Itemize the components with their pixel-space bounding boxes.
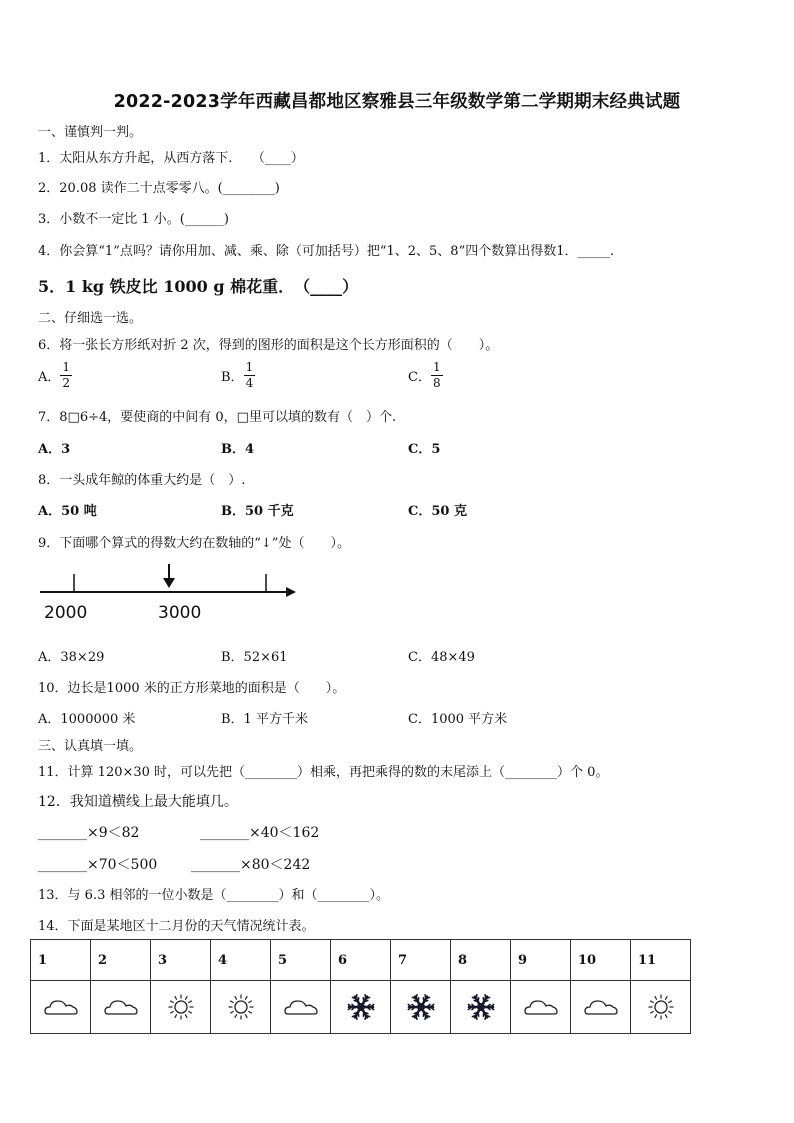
number-line-label-3000: 3000: [158, 603, 202, 623]
question-8: 8．一头成年鲸的体重大约是（ ）.: [38, 473, 246, 488]
q8-option-a: A．50 吨: [38, 504, 97, 519]
weather-cell: [571, 981, 631, 1034]
weather-day-row: [31, 940, 691, 981]
numerator: 1: [432, 360, 441, 374]
weather-table: [30, 939, 691, 1034]
weather-cell: [211, 981, 271, 1034]
q12-item-3: _______×70＜500: [38, 857, 158, 873]
day-cell: 6: [331, 940, 391, 981]
weather-cell: [511, 981, 571, 1034]
fraction: [60, 360, 72, 391]
day-cell: 4: [211, 940, 271, 981]
q10-option-b: B．1 平方千米: [221, 712, 308, 727]
q8-option-c: C．50 克: [408, 504, 467, 519]
snow-icon: [347, 993, 375, 1021]
q9-option-b: B．52×61: [221, 650, 288, 665]
weather-cell: [151, 981, 211, 1034]
weather-cell: [631, 981, 691, 1034]
q9-option-c: C．48×49: [408, 650, 475, 665]
weather-cell: [331, 981, 391, 1034]
denominator: 4: [245, 376, 254, 390]
question-10: 10．边长是1000 米的正方形菜地的面积是（ ）。: [38, 681, 346, 696]
question-6: 6．将一张长方形纸对折 2 次，得到的图形的面积是这个长方形面积的（ ）。: [38, 338, 499, 353]
section-3-heading: 三、认真填一填。: [38, 739, 143, 754]
day-cell: 10: [571, 940, 631, 981]
q7-option-b: B．4: [221, 442, 255, 457]
q6-option-c: [408, 360, 443, 391]
down-arrow-icon: [163, 578, 175, 588]
question-13: 13．与 6.3 相邻的一位小数是（________）和（________）。: [38, 888, 389, 903]
weather-icon-row: [31, 981, 691, 1034]
option-letter: C．: [408, 370, 431, 385]
question-2: 2．20.08 读作二十点零零八。(________): [38, 181, 280, 196]
section-1-heading: 一、谨慎判一判。: [38, 125, 143, 140]
question-11: 11．计算 120×30 时，可以先把（________）相乘，再把乘得的数的末尾添上（________）个 0。: [38, 765, 609, 780]
fraction: [244, 360, 256, 391]
number-line-label-2000: 2000: [44, 603, 88, 623]
question-9: 9．下面哪个算式的得数大约在数轴的“↓”处（ ）。: [38, 536, 350, 551]
question-14: 14．下面是某地区十二月份的天气情况统计表。: [38, 919, 315, 934]
sun-icon: [647, 993, 675, 1021]
day-cell: 9: [511, 940, 571, 981]
option-letter: A．: [38, 370, 61, 385]
sun-icon: [227, 993, 255, 1021]
weather-cell: [31, 981, 91, 1034]
cloud-icon: [44, 996, 78, 1018]
q10-option-a: A．1000000 米: [38, 712, 136, 727]
weather-cell: [451, 981, 511, 1034]
snow-icon: [467, 993, 495, 1021]
day-cell: 11: [631, 940, 691, 981]
q12-item-2: _______×40＜162: [200, 825, 320, 841]
day-cell: 1: [31, 940, 91, 981]
day-cell: 3: [151, 940, 211, 981]
numerator: 1: [245, 360, 254, 374]
q9-option-a: A．38×29: [38, 650, 105, 665]
weather-cell: [271, 981, 331, 1034]
q6-option-a: [38, 360, 72, 391]
q12-item-4: _______×80＜242: [191, 857, 311, 873]
weather-cell: [391, 981, 451, 1034]
denominator: 2: [62, 376, 71, 390]
cloud-icon: [584, 996, 618, 1018]
snow-icon: [407, 993, 435, 1021]
q8-option-b: B．50 千克: [221, 504, 294, 519]
weather-cell: [91, 981, 151, 1034]
q7-option-a: A．3: [38, 442, 71, 457]
q10-option-c: C．1000 平方米: [408, 712, 508, 727]
question-1: 1．太阳从东方升起，从西方落下. （____）: [38, 151, 304, 166]
cloud-icon: [524, 996, 558, 1018]
denominator: 8: [432, 376, 441, 390]
question-4: 4．你会算“1”点吗？请你用加、减、乘、除（可加括号）把“1、2、5、8”四个数算出得数1．_____.: [38, 244, 615, 259]
option-letter: B．: [221, 370, 244, 385]
number-line: [38, 560, 303, 600]
question-7: 7．8□6÷4，要使商的中间有 0，□里可以填的数有（ ）个.: [38, 410, 397, 425]
number-line-arrowhead: [286, 587, 296, 597]
sun-icon: [167, 993, 195, 1021]
section-2-heading: 二、仔细选一选。: [38, 311, 143, 326]
numerator: 1: [62, 360, 71, 374]
question-12: 12．我知道横线上最大能填几。: [38, 794, 238, 810]
fraction: [431, 360, 443, 391]
question-5: 5．1 kg 铁皮比 1000 g 棉花重． （____）: [38, 277, 359, 296]
cloud-icon: [104, 996, 138, 1018]
day-cell: 2: [91, 940, 151, 981]
q12-item-1: _______×9＜82: [38, 825, 140, 841]
day-cell: 8: [451, 940, 511, 981]
page-title: 2022-2023学年西藏昌都地区察雅县三年级数学第二学期期末经典试题: [113, 92, 681, 112]
day-cell: 7: [391, 940, 451, 981]
q7-option-c: C．5: [408, 442, 441, 457]
cloud-icon: [284, 996, 318, 1018]
question-3: 3．小数不一定比 1 小。(______): [38, 212, 229, 227]
day-cell: 5: [271, 940, 331, 981]
q6-option-b: [221, 360, 255, 391]
